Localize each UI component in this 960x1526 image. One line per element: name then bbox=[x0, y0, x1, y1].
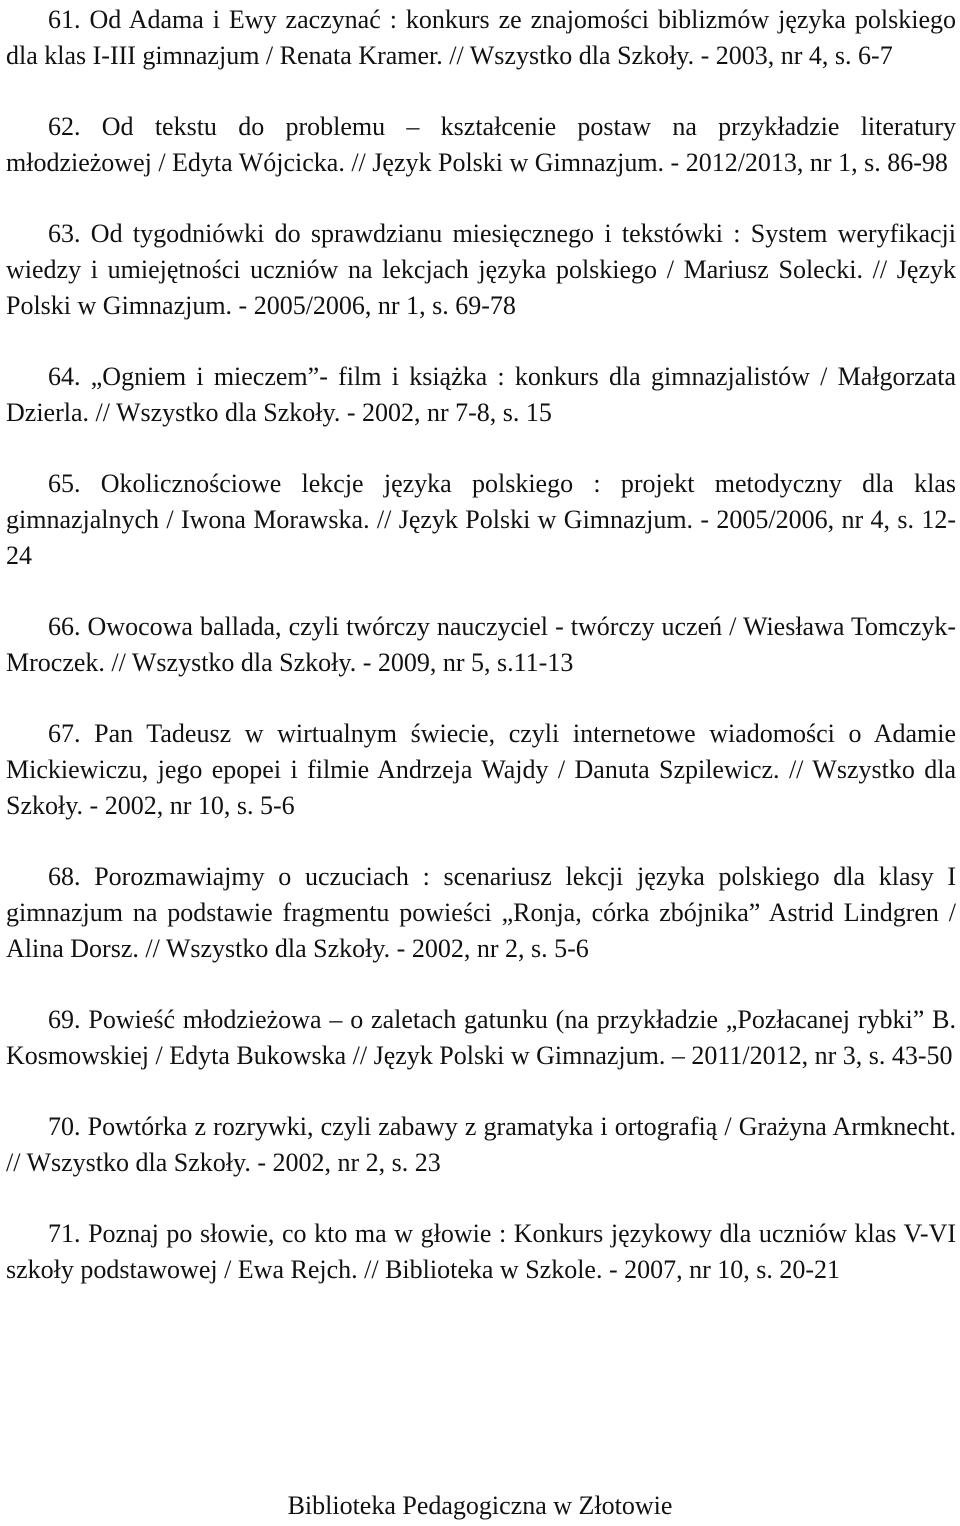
entry-text: Pan Tadeusz w wirtualnym świecie, czyli internetowe wiadomości o Adamie Mickiewiczu, jego epopei i filmie Andrzeja Wajdy / Danuta Szpilewicz. // Wszystko dla Szkoły. - 2002, nr 10, s. 5-6 bbox=[6, 719, 957, 820]
entry-text: Od tekstu do problemu – kształcenie postaw na przykładzie literatury młodzieżowej / Edyta Wójcicka. // Język Polski w Gimnazjum. - 2012/2013, nr 1, s. 86-98 bbox=[6, 112, 956, 177]
bibliography-entry bbox=[6, 1109, 956, 1181]
bibliography-entry bbox=[6, 1216, 956, 1288]
entry-number: 68. bbox=[48, 862, 81, 891]
bibliography-entry bbox=[6, 716, 956, 824]
entry-number: 71. bbox=[48, 1219, 81, 1248]
bibliography-entry bbox=[6, 109, 956, 181]
entry-number: 61. bbox=[48, 5, 81, 34]
entry-text: Poznaj po słowie, co kto ma w głowie : Konkurs językowy dla uczniów klas V-VI szkoły podstawowej / Ewa Rejch. // Biblioteka w Szkole. - 2007, nr 10, s. 20-21 bbox=[6, 1219, 957, 1284]
entry-text: Okolicznościowe lekcje języka polskiego : projekt metodyczny dla klas gimnazjalnych / Iwona Morawska. // Język Polski w Gimnazjum. - 2005/2006, nr 4, s. 12-24 bbox=[6, 469, 956, 570]
bibliography-entry bbox=[6, 609, 956, 681]
entry-number: 66. bbox=[48, 612, 81, 641]
entry-number: 70. bbox=[48, 1112, 81, 1141]
entry-text: Od Adama i Ewy zaczynać : konkurs ze znajomości biblizmów języka polskiego dla klas I-III gimnazjum / Renata Kramer. // Wszystko dla Szkoły. - 2003, nr 4, s. 6-7 bbox=[6, 5, 957, 70]
entry-text: Od tygodniówki do sprawdzianu miesięcznego i tekstówki : System weryfikacji wiedzy i umiejętności uczniów na lekcjach języka polskiego / Mariusz Solecki. // Język Polski w Gimnazjum. - 2005/2006, nr 1, s. 69-78 bbox=[6, 219, 956, 320]
bibliography-entry bbox=[6, 2, 956, 74]
entry-number: 62. bbox=[48, 112, 81, 141]
bibliography-entry bbox=[6, 466, 956, 574]
entry-number: 65. bbox=[48, 469, 81, 498]
entry-text: Powtórka z rozrywki, czyli zabawy z gramatyka i ortografią / Grażyna Armknecht. // Wszystko dla Szkoły. - 2002, nr 2, s. 23 bbox=[6, 1112, 957, 1177]
entry-text: „Ogniem i mieczem”- film i książka : konkurs dla gimnazjalistów / Małgorzata Dzierla. // Wszystko dla Szkoły. - 2002, nr 7-8, s. 15 bbox=[6, 362, 956, 427]
entry-number: 64. bbox=[48, 362, 81, 391]
entry-text: Powieść młodzieżowa – o zaletach gatunku (na przykładzie „Pozłacanej rybki” B. Kosmowskiej / Edyta Bukowska // Język Polski w Gimnazjum. – 2011/2012, nr 3, s. 43-50 bbox=[6, 1005, 956, 1070]
entry-text: Porozmawiajmy o uczuciach : scenariusz lekcji języka polskiego dla klasy I gimnazjum na podstawie fragmentu powieści „Ronja, córka zbójnika” Astrid Lindgren / Alina Dorsz. // Wszystko dla Szkoły. - 2002, nr 2, s. 5-6 bbox=[6, 862, 957, 963]
bibliography-entry bbox=[6, 1002, 956, 1074]
entry-number: 69. bbox=[48, 1005, 81, 1034]
bibliography-entry bbox=[6, 859, 956, 967]
bibliography-list bbox=[6, 0, 956, 1323]
entry-number: 67. bbox=[48, 719, 81, 748]
entry-number: 63. bbox=[48, 219, 81, 248]
bibliography-entry bbox=[6, 216, 956, 324]
entry-text: Owocowa ballada, czyli twórczy nauczyciel - twórczy uczeń / Wiesława Tomczyk-Mroczek. // Wszystko dla Szkoły. - 2009, nr 5, s.11-13 bbox=[6, 612, 956, 677]
bibliography-entry bbox=[6, 359, 956, 431]
page-footer: Biblioteka Pedagogiczna w Złotowie bbox=[287, 1491, 673, 1520]
